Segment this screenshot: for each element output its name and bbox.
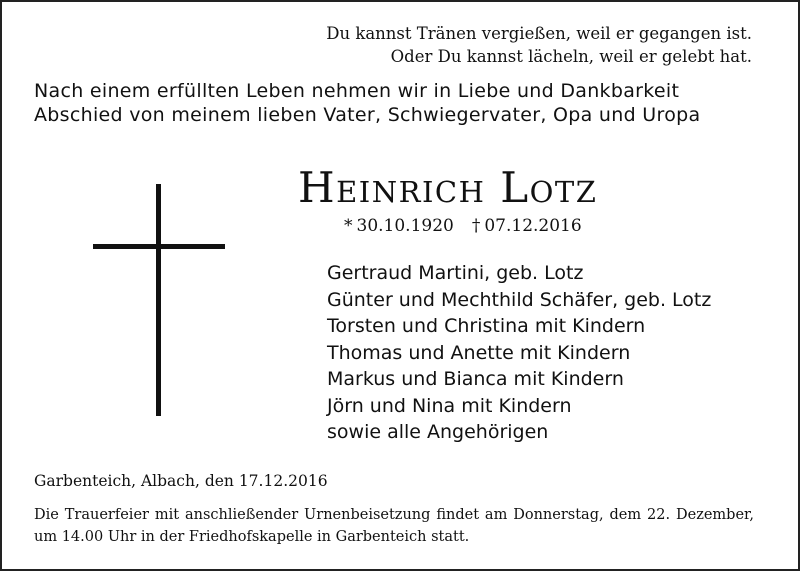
cross-horizontal-bar xyxy=(93,244,225,249)
list-item: Torsten und Christina mit Kindern xyxy=(327,315,646,337)
intro-line-2: Abschied von meinem lieben Vater, Schwiegervater, Opa und Uropa xyxy=(34,104,701,126)
place-and-date: Garbenteich, Albach, den 17.12.2016 xyxy=(34,472,328,490)
list-item: Markus und Bianca mit Kindern xyxy=(327,368,624,390)
deceased-name: Heinrich Lotz xyxy=(298,163,598,212)
life-dates xyxy=(344,215,582,237)
quote-line-2: Oder Du kannst lächeln, weil er gelebt hat. xyxy=(390,47,752,66)
death-symbol: † xyxy=(471,216,481,236)
list-item: sowie alle Angehörigen xyxy=(327,421,549,443)
list-item: Thomas und Anette mit Kindern xyxy=(327,341,631,364)
birth-symbol: * xyxy=(344,216,353,236)
quote-line-1: Du kannst Tränen vergießen, weil er gegangen ist. xyxy=(326,24,752,43)
funeral-service-info: Die Trauerfeier mit anschließender Urnenbeisetzung findet am Donnerstag, dem 22. Dezember, um 14.00 Uhr in der Friedhofskapelle in Garbenteich statt. xyxy=(34,507,754,545)
birth-date: 30.10.1920 xyxy=(356,216,454,236)
cross-vertical-bar xyxy=(156,184,161,416)
death-date: 07.12.2016 xyxy=(484,216,582,236)
list-item: Jörn und Nina mit Kindern xyxy=(327,394,572,417)
mourners-list xyxy=(327,260,711,446)
list-item: Günter und Mechthild Schäfer, geb. Lotz xyxy=(327,288,712,311)
list-item: Gertraud Martini, geb. Lotz xyxy=(327,262,584,284)
memorial-quote xyxy=(326,22,752,68)
intro-line-1: Nach einem erfüllten Leben nehmen wir in Liebe und Dankbarkeit xyxy=(34,80,680,102)
intro-text xyxy=(34,79,700,127)
